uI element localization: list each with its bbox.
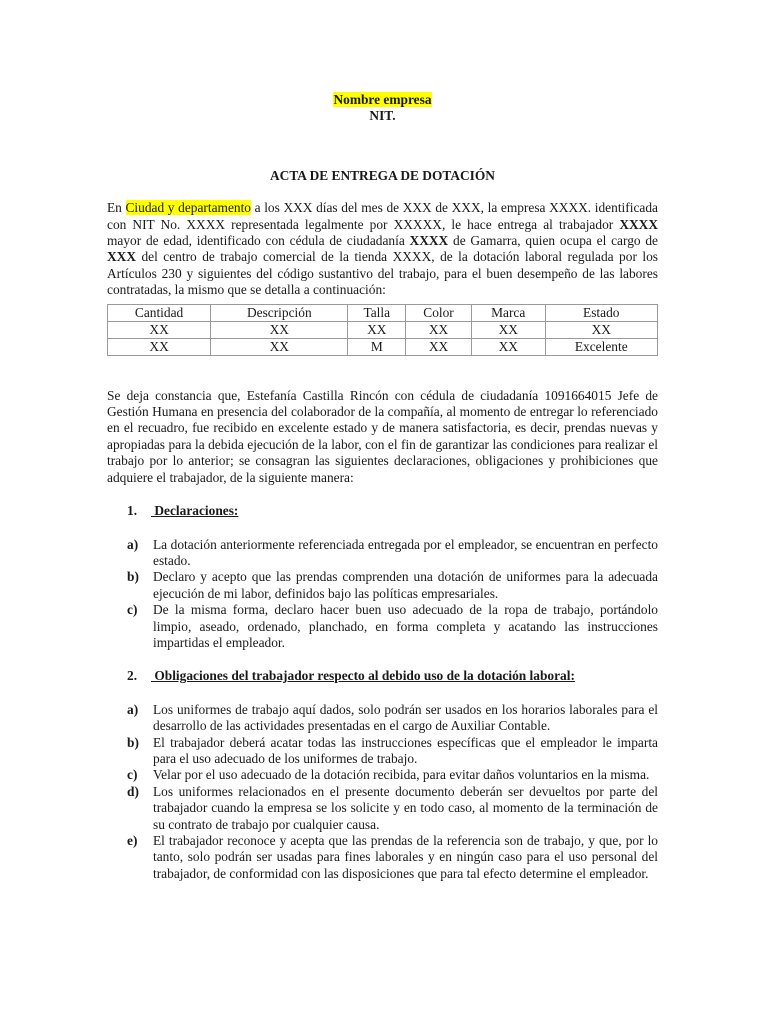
list-item (107, 833, 658, 882)
intro-text-5: del centro de trabajo comercial de la tienda XXXX, de la dotación laboral regulada por los Artículos 230 y siguientes del código sustantivo del trabajo, para el buen desempeño de las labores contratadas, la mismo que se detalla a continuación: (107, 249, 658, 298)
item-text: El trabajador deberá acatar todas las instrucciones específicas que el empleador le imparta para el uso adecuado de los uniformes de trabajo. (153, 734, 658, 766)
table-cell: XX (108, 321, 211, 338)
item-letter: b) (127, 734, 139, 750)
table-cell: XX (211, 321, 348, 338)
item-text: Los uniformes de trabajo aquí dados, solo podrán ser usados en los horarios laborales para el desarrollo de las actividades presentadas en el cargo de Auxiliar Contable. (153, 701, 658, 734)
item-text: La dotación anteriormente referenciada entregada por el empleador, se encuentran en perfecto estado. (153, 536, 658, 568)
intro-paragraph (107, 200, 658, 298)
intro-text-3: mayor de edad, identificado con cédula de ciudadanía (107, 233, 410, 249)
table-row (108, 321, 658, 338)
section-title: Declaraciones: (151, 503, 239, 519)
table-cell: XX (406, 321, 472, 338)
list-item (107, 784, 658, 833)
document-title: ACTA DE ENTREGA DE DOTACIÓN (270, 167, 495, 183)
table-header-cell: Estado (545, 304, 657, 321)
item-text: Los uniformes relacionados en el presente documento deberán ser devueltos por parte del trabajador cuando la empresa se los solicite y en todo caso, al momento de la terminación de su contrato de trabajo por cualquier causa. (153, 783, 658, 832)
item-text: Velar por el uso adecuado de la dotación recibida, para evitar daños voluntarios en la misma. (153, 767, 650, 783)
company-name-text: Nombre empresa (333, 92, 432, 107)
table-header-row (108, 304, 658, 321)
intro-text-4: de Gamarra, quien ocupa el cargo de (448, 233, 658, 249)
section-heading-obligaciones (127, 668, 658, 684)
intro-text-1: En (107, 200, 126, 216)
table-cell: XX (471, 321, 545, 338)
list-item (107, 735, 658, 768)
dotacion-table (107, 304, 658, 356)
company-nit: NIT. (369, 108, 396, 124)
table-header-cell: Descripción (211, 304, 348, 321)
list-item (107, 537, 658, 570)
table-header-cell: Marca (471, 304, 545, 321)
list-item (107, 569, 658, 602)
table-cell: XX (471, 338, 545, 355)
item-letter: a) (127, 701, 139, 717)
table-cell: XX (406, 338, 472, 355)
table-cell: XX (108, 338, 211, 355)
item-text: De la misma forma, declaro hacer buen uso adecuado de la ropa de trabajo, portándolo limpio, aseado, ordenado, planchado, en forma completa y acatando las instrucciones impartidas el empleador. (153, 602, 658, 650)
item-text: Declaro y acepto que las prendas comprenden una dotación de uniformes para la adecuada ejecución de mi labor, definidos bajo las políticas empresariales. (153, 569, 658, 601)
table-cell: XX (211, 338, 348, 355)
item-letter: c) (127, 602, 138, 618)
table-cell: XX (348, 321, 406, 338)
section-number: 1. (127, 503, 138, 519)
item-text: El trabajador reconoce y acepta que las prendas de la referencia son de trabajo, y que, por lo tanto, solo podrán ser usadas para fines laborales y en ningún caso para el uso personal del trabajador, de conformidad con las disposiciones que para tal efecto determine el empleador. (153, 833, 658, 881)
item-letter: b) (127, 569, 139, 585)
table-header-cell: Cantidad (108, 304, 211, 321)
list-item (107, 767, 658, 783)
item-letter: d) (127, 783, 139, 799)
section-heading-declaraciones (127, 503, 658, 519)
item-letter: a) (127, 536, 139, 552)
table-cell: M (348, 338, 406, 355)
table-cell: Excelente (545, 338, 657, 355)
declaraciones-list (107, 537, 658, 652)
list-item (107, 602, 658, 651)
list-item (107, 702, 658, 735)
cedula-placeholder: XXXX (409, 233, 449, 249)
obligaciones-list (107, 702, 658, 882)
item-letter: c) (127, 767, 138, 783)
company-name (107, 92, 658, 108)
intro-text-2: a los XXX días del mes de XXX de XXX, la empresa XXXX. identificada con NIT No. XXXX representada legalmente por XXXXX, le hace entrega al trabajador (107, 200, 658, 232)
city-placeholder: Ciudad y departamento (125, 200, 251, 216)
table-header-cell: Talla (348, 304, 406, 321)
table-row (108, 338, 658, 355)
section-number: 2. (127, 668, 138, 684)
cargo-placeholder: XXX (107, 249, 137, 265)
table-header-cell: Color (406, 304, 472, 321)
table-cell: XX (545, 321, 657, 338)
worker-placeholder: XXXX (619, 216, 658, 232)
section-title: Obligaciones del trabajador respecto al debido uso de la dotación laboral: (151, 668, 575, 684)
constancia-paragraph: Se deja constancia que, Estefanía Castilla Rincón con cédula de ciudadanía 1091664015 Jefe de Gestión Humana en presencia del colaborador de la compañía, al momento de entregar lo referenciado en el recuadro, fue recibido en excelente estado y de manera satisfactoria, es decir, prendas nuevas y apropiadas para la debida ejecución de la labor, con el fin de garantizar las condiciones para realizar el trabajo por lo anterior; se consagran las siguientes declaraciones, obligaciones y prohibiciones que adquiere el trabajador, de la siguiente manera: (107, 387, 658, 485)
item-letter: e) (127, 833, 138, 848)
